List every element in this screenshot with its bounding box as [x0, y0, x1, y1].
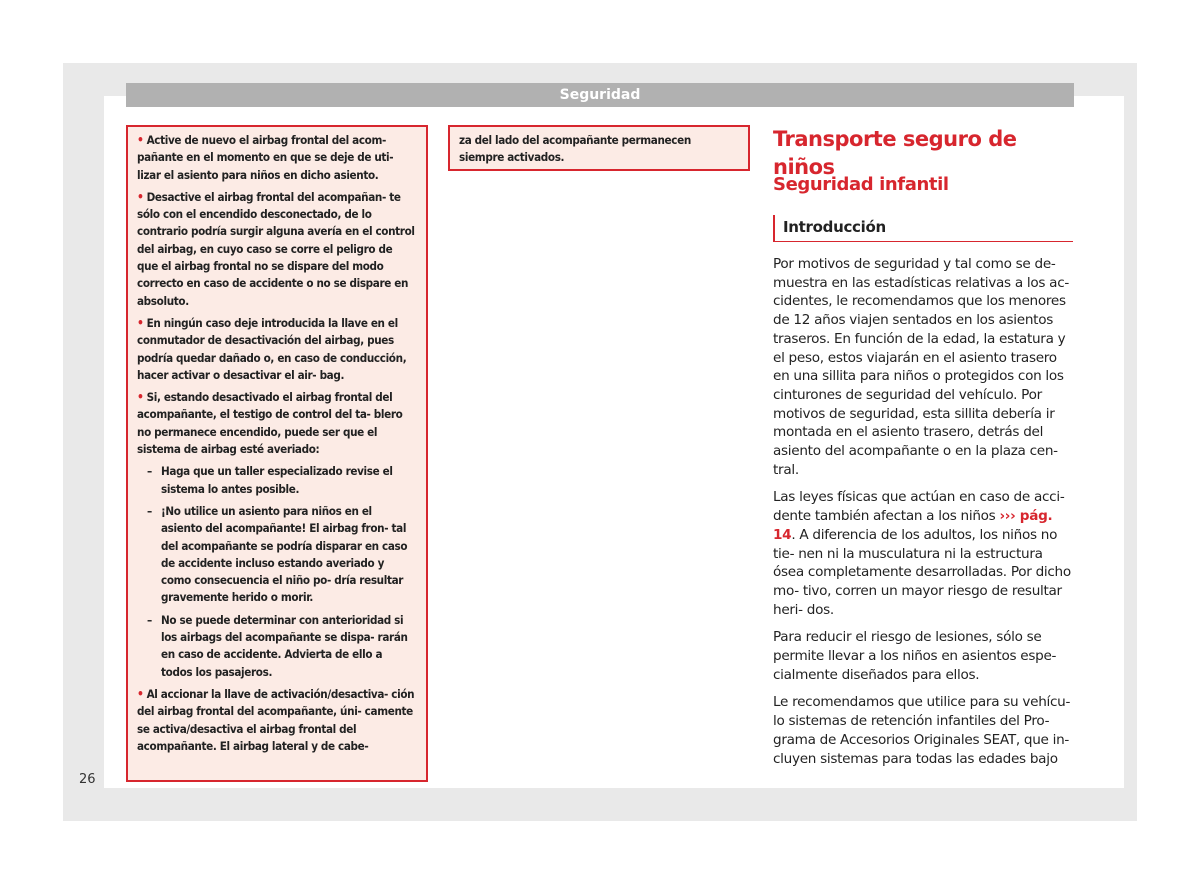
paragraph: Por motivos de seguridad y tal como se de- muestra en las estadísticas relativas a los ac- cidentes, le recomendamos que los menores de 12 años viajen sentados en los asientos traseros. En función de la edad, la estatura y el peso, estos viajarán en el asiento trasero en una sillita para niños o protegidos con los cinturones de seguridad del vehículo. Por motivos de seguridad, esta sillita debería ir montada en el asiento trasero, detrás del asiento del acompañante o en la plaza cen- tral. [773, 256, 1069, 478]
bullet-icon: • [137, 189, 144, 204]
section-header: Seguridad [126, 83, 1074, 107]
warning-continued-text: za del lado del acompañante permanecen siempre activados. [459, 133, 691, 165]
bullet-icon: • [137, 133, 144, 147]
page-title: Transporte seguro de niños [773, 127, 1017, 179]
warning-bullet: • Desactive el airbag frontal del acompañan- te sólo con el encendido desconectado, de lo contrario podría surgir alguna avería en el control del airbag, en cuyo caso se corre el peligro de que el airbag frontal no se dispare del modo correcto en caso de accidente o no se dispare en absoluto. [137, 189, 415, 308]
warning-bullet: • Si, estando desactivado el airbag frontal del acompañante, el testigo de control del ta- blero no permanece encendido, puede ser que el sistema de airbag esté averiado: [137, 390, 403, 457]
bullet-icon: • [137, 315, 144, 330]
warning-box-continued [448, 125, 750, 171]
warning-bullet: • Al accionar la llave de activación/desactiva- ción del airbag frontal del acompañante, úni- camente se activa/desactiva el airbag frontal del acompañante. El airbag lateral y de cabe- [137, 686, 415, 753]
warning-sub-item: – No se puede determinar con anterioridad si los airbags del acompañante se dispa- rarán en caso de accidente. Advierta de ello a todos los pasajeros. [147, 612, 408, 679]
warning-sub-item: – ¡No utilice un asiento para niños en el asiento del acompañante! El airbag fron- tal del acompañante se podría disparar en caso de accidente incluso estando averiado y como consecuencia el niño po- dría resultar gravemente herido o morir. [147, 503, 408, 605]
dash-icon: – [147, 612, 152, 627]
warning-box-left [126, 125, 428, 782]
bullet-icon: • [137, 686, 144, 701]
page-reference-link[interactable]: ››› pág. 14 [773, 508, 1053, 543]
paragraph: Para reducir el riesgo de lesiones, sólo se permite llevar a los niños en asientos espe- cialmente diseñados para ellos. [773, 629, 1057, 683]
dash-icon: – [147, 464, 152, 479]
body-text [773, 255, 1073, 777]
paragraph: Las leyes físicas que actúan en caso de acci- dente también afectan a los niños ››› pág. 14. A diferencia de los adultos, los niños no tie- nen ni la musculatura ni la estructura ósea completamente desarrolladas. Por dicho mo- tivo, corren un mayor riesgo de resultar heri- dos. [773, 489, 1071, 618]
warning-bullet: • Active de nuevo el airbag frontal del acom- pañante en el momento en que se deje de uti- lizar el asiento para niños en dicho asiento. [137, 133, 394, 182]
subsection-heading: Introducción [773, 215, 1073, 242]
main-content [773, 125, 1073, 767]
dash-icon: – [147, 503, 152, 518]
warning-bullet: • En ningún caso deje introducida la llave en el conmutador de desactivación del airbag, pues podría quedar dañado o, en caso de conducción, hacer activar o desactivar el air- bag. [137, 315, 407, 382]
warning-sub-item: – Haga que un taller especializado revise el sistema lo antes posible. [147, 464, 393, 496]
section-subtitle: Seguridad infantil [773, 174, 949, 195]
bullet-icon: • [137, 390, 144, 405]
paragraph: Le recomendamos que utilice para su vehícu- lo sistemas de retención infantiles del Pro- grama de Accesorios Originales SEAT, que in- cluyen sistemas para todas las edades bajo [773, 694, 1071, 767]
page-number: 26 [79, 772, 96, 787]
